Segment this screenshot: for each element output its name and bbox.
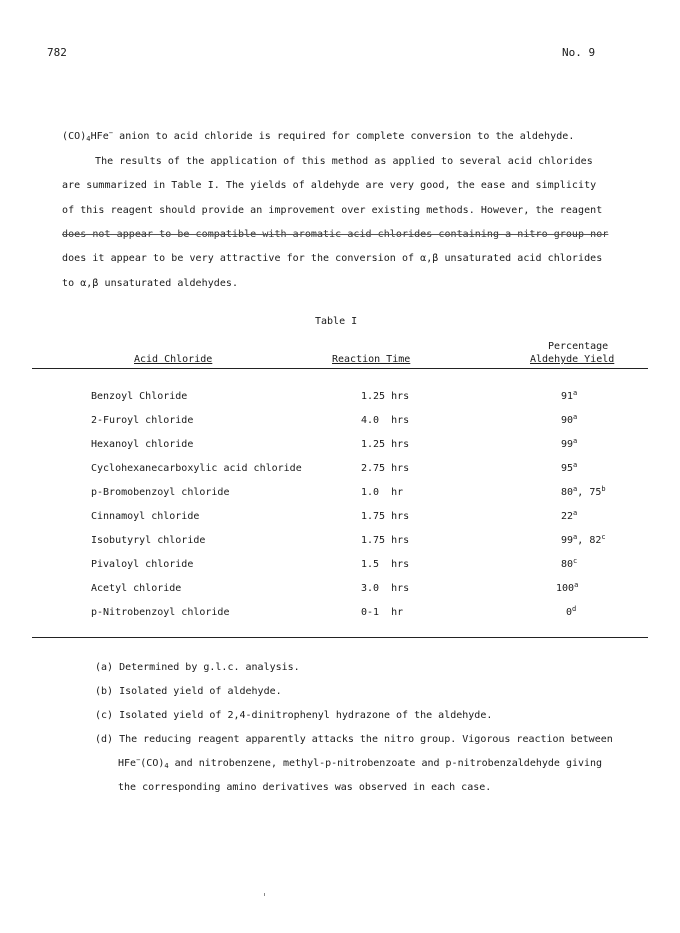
- yield-footnote-mark: a: [573, 389, 578, 397]
- row-aldehyde-yield: [566, 607, 576, 618]
- row-aldehyde-yield: [561, 535, 606, 546]
- yield-value: 99: [561, 439, 574, 450]
- yield-footnote-mark: a: [573, 437, 578, 445]
- yield-value: 91: [561, 391, 574, 402]
- header-reaction-time: Reaction Time: [332, 354, 411, 365]
- yield-value: 90: [561, 415, 574, 426]
- yield-value: 80: [561, 559, 574, 570]
- row-reaction-time: 0-1 hr: [361, 607, 404, 618]
- row-aldehyde-yield: [561, 559, 577, 570]
- issue-number: No. 9: [562, 46, 596, 59]
- yield-footnote-mark: a: [573, 485, 578, 493]
- row-acid-chloride: Acetyl chloride: [91, 583, 182, 594]
- yield-value: 22: [561, 511, 574, 522]
- row-acid-chloride: Benzoyl Chloride: [91, 391, 188, 402]
- row-reaction-time: 2.75 hrs: [361, 463, 410, 474]
- yield-footnote-mark-secondary: b: [601, 485, 606, 493]
- footnote-a: (a) Determined by g.l.c. analysis.: [95, 662, 300, 673]
- row-acid-chloride: Cyclohexanecarboxylic acid chloride: [91, 463, 302, 474]
- table-top-rule: [32, 368, 648, 369]
- row-acid-chloride: p-Bromobenzoyl chloride: [91, 487, 230, 498]
- row-reaction-time: 1.25 hrs: [361, 439, 410, 450]
- body-line-5: does not appear to be compatible with aromatic acid chlorides containing a nitro group nor: [62, 229, 609, 240]
- row-acid-chloride: 2-Furoyl chloride: [91, 415, 194, 426]
- yield-value: 100: [556, 583, 575, 594]
- row-acid-chloride: Hexanoyl chloride: [91, 439, 194, 450]
- table-title: Table I: [315, 316, 358, 327]
- body-line-7: to α,β unsaturated aldehydes.: [62, 278, 239, 289]
- row-reaction-time: 1.75 hrs: [361, 535, 410, 546]
- row-reaction-time: 1.75 hrs: [361, 511, 410, 522]
- body-line-3: are summarized in Table I. The yields of aldehyde are very good, the ease and simplicity: [62, 180, 597, 191]
- yield-value: 80: [561, 487, 574, 498]
- row-reaction-time: 1.5 hrs: [361, 559, 410, 570]
- yield-separator: ,: [577, 535, 590, 546]
- yield-separator: ,: [577, 487, 590, 498]
- body-line-6: does it appear to be very attractive for the conversion of α,β unsaturated acid chlorides: [62, 253, 603, 264]
- header-percentage: Percentage: [548, 341, 609, 352]
- yield-footnote-mark: d: [572, 605, 577, 613]
- footnote-d-line-2: $HFe^-(CO)_4$ and nitrobenzene, methyl-p-nitrobenzoate and p-nitrobenzaldehyde giving: [118, 756, 603, 770]
- yield-footnote-mark: a: [573, 461, 578, 469]
- row-aldehyde-yield: [561, 415, 577, 426]
- body-line-4: of this reagent should provide an improvement over existing methods. However, the reagent: [62, 205, 603, 216]
- row-acid-chloride: Pivaloyl chloride: [91, 559, 194, 570]
- row-acid-chloride: Isobutyryl chloride: [91, 535, 206, 546]
- yield-footnote-mark: a: [573, 413, 578, 421]
- yield-footnote-mark: c: [573, 557, 578, 565]
- yield-footnote-mark-secondary: c: [601, 533, 606, 541]
- header-aldehyde-yield: Aldehyde Yield: [530, 354, 615, 365]
- yield-footnote-mark: a: [574, 581, 579, 589]
- footnote-b: (b) Isolated yield of aldehyde.: [95, 686, 282, 697]
- row-reaction-time: 1.25 hrs: [361, 391, 410, 402]
- yield-value: 0: [566, 607, 573, 618]
- yield-footnote-mark: a: [573, 533, 578, 541]
- yield-value: 99: [561, 535, 574, 546]
- row-aldehyde-yield: [561, 391, 577, 402]
- row-aldehyde-yield: [556, 583, 578, 594]
- footnote-d-line-1: (d) The reducing reagent apparently attacks the nitro group. Vigorous reaction between: [95, 734, 613, 745]
- yield-footnote-mark: a: [573, 509, 578, 517]
- row-aldehyde-yield: [561, 487, 606, 498]
- footnote-d-line-3: the corresponding amino derivatives was observed in each case.: [118, 782, 492, 793]
- row-aldehyde-yield: [561, 511, 577, 522]
- table-bottom-rule: [32, 637, 648, 638]
- scan-speck: [264, 893, 265, 896]
- body-line-1: $(CO)_4HFe^-$ anion to acid chloride is required for complete conversion to the aldehyde.: [62, 129, 575, 143]
- yield-value: 95: [561, 463, 574, 474]
- row-aldehyde-yield: [561, 439, 577, 450]
- row-acid-chloride: p-Nitrobenzoyl chloride: [91, 607, 230, 618]
- row-reaction-time: 4.0 hrs: [361, 415, 410, 426]
- footnote-c: (c) Isolated yield of 2,4-dinitrophenyl hydrazone of the aldehyde.: [95, 710, 493, 721]
- row-aldehyde-yield: [561, 463, 577, 474]
- page-number: 782: [47, 46, 67, 59]
- body-line-2: The results of the application of this method as applied to several acid chlorides: [95, 156, 593, 167]
- row-reaction-time: 1.0 hr: [361, 487, 404, 498]
- yield-value-secondary: 75: [589, 487, 602, 498]
- header-acid-chloride: Acid Chloride: [134, 354, 213, 365]
- yield-value-secondary: 82: [589, 535, 602, 546]
- row-reaction-time: 3.0 hrs: [361, 583, 410, 594]
- row-acid-chloride: Cinnamoyl chloride: [91, 511, 200, 522]
